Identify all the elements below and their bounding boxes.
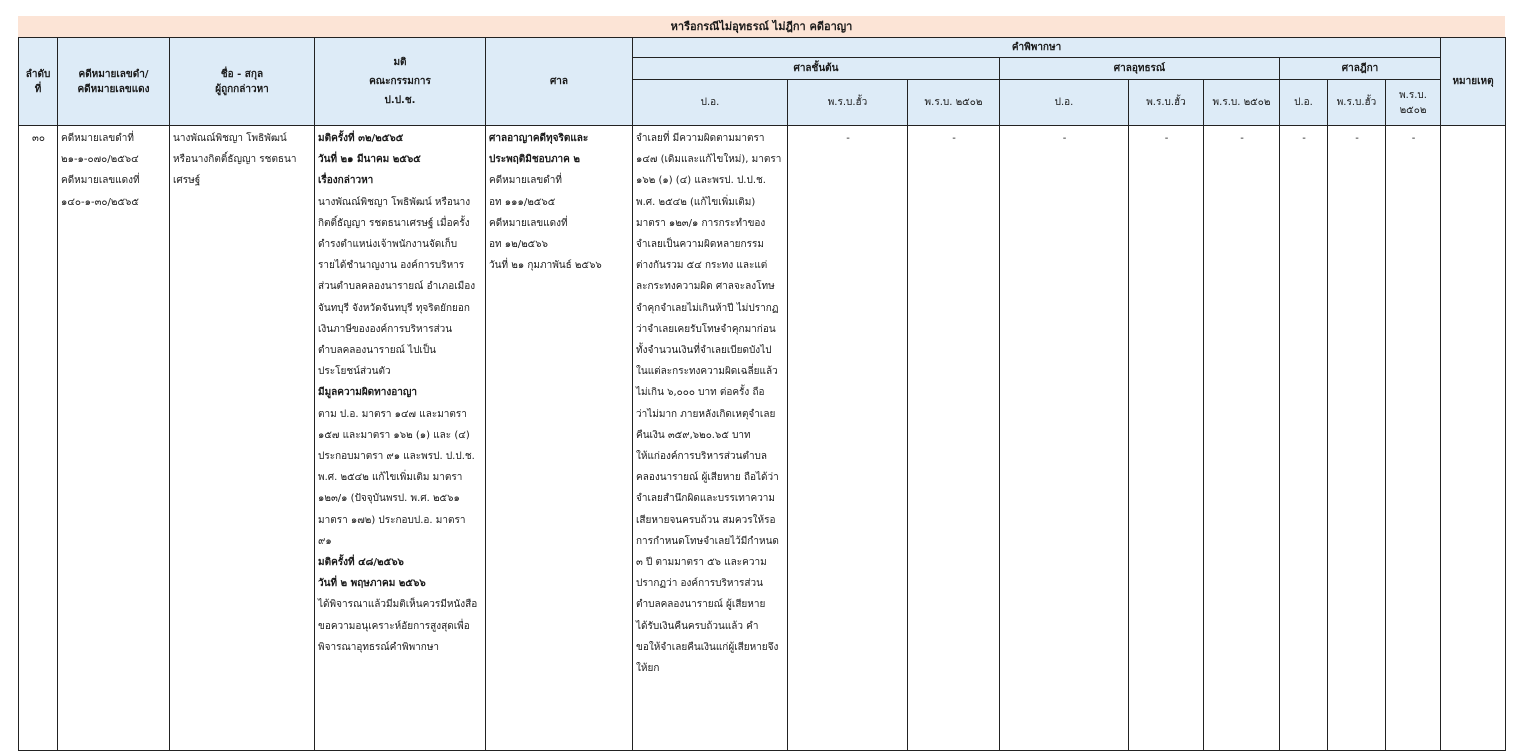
- cell-case-no: [58, 126, 170, 751]
- judgment-text-15: คืนเงิน ๓๕๙,๖๒๐.๖๕ บาท: [636, 429, 751, 441]
- resolution-text-3: ดำรงตำแหน่งเจ้าพนักงานจัดเก็บ: [318, 239, 458, 251]
- judgment-text-16: ให้แก่องค์การบริหารส่วนตำบล: [636, 451, 768, 463]
- header-resolution-line-3: ป.ป.ช.: [384, 95, 416, 106]
- judgment-text-3: ๑๖๒ (๑) (๔) และพรป. ป.ป.ช.: [636, 175, 766, 187]
- cell-appeal-2502: -: [1204, 126, 1280, 751]
- table-row: [19, 126, 1506, 751]
- header-supreme-po: ป.อ.: [1280, 80, 1328, 126]
- court-text-3: คดีหมายเลขแดงที่: [489, 217, 568, 229]
- judgment-text-7: ต่างกันรวม ๕๔ กระทง และแต่: [636, 260, 768, 272]
- cell-court: [486, 126, 633, 751]
- header-resolution-line-2: คณะกรรมการ: [369, 76, 431, 87]
- resolution-text-15: มาตรา ๑๗๒) ประกอบป.อ. มาตรา: [318, 514, 466, 526]
- header-appeal-act: พ.ร.บ.ฮั้ว: [1129, 80, 1204, 126]
- header-resolution-line-1: มติ: [393, 57, 407, 68]
- judgment-text-23: ตำบลคลองนารายณ์ ผู้เสียหาย: [636, 599, 766, 611]
- cell-supreme-act: -: [1328, 126, 1386, 751]
- court-text-2: อท ๑๑๑/๒๕๖๕: [489, 196, 556, 208]
- header-first-2502: พ.ร.บ. ๒๕๐๒: [908, 80, 1000, 126]
- resolution-text-11: ๑๕๗ และมาตรา ๑๖๒ (๑) และ (๔): [318, 429, 470, 441]
- header-order: [19, 38, 58, 126]
- name-line-3: เศรษฐ์: [173, 175, 201, 187]
- judgment-text-5: มาตรา ๑๒๓/๑ การกระทำของ: [636, 217, 766, 229]
- header-court: ศาล: [486, 38, 633, 126]
- resolution-heading-3: เรื่องกล่าวหา: [318, 175, 374, 187]
- resolution-text-16: ๙๑: [318, 535, 332, 547]
- header-name-line-2: ผู้ถูกกล่าวหา: [215, 83, 269, 95]
- header-court-first: ศาลชั้นต้น: [633, 58, 1000, 80]
- judgment-text-19: เสียหายจนครบถ้วน สมควรให้รอ: [636, 514, 776, 526]
- cell-name: [170, 126, 315, 751]
- case-no-line-4: ๑๔๐-๑-๓๐/๒๕๖๕: [61, 196, 139, 208]
- judgment-text-20: การกำหนดโทษจำเลยไว้มีกำหนด: [636, 535, 779, 547]
- header-supreme-act: พ.ร.บ.ฮั้ว: [1328, 80, 1386, 126]
- header-order-line-1: ลำดับ: [25, 68, 51, 80]
- header-judgment: คำพิพากษา: [633, 38, 1441, 58]
- resolution-text-18: ขอความอนุเคราะห์อัยการสูงสุดเพื่อ: [318, 620, 470, 632]
- resolution-text-10: ตาม ป.อ. มาตรา ๑๔๗ และมาตรา: [318, 408, 467, 420]
- judgment-text-14: ว่าไม่มาก ภายหลังเกิดเหตุจำเลย: [636, 408, 776, 420]
- case-no-line-2: ๒๑-๑-๐๗๐/๒๕๖๔: [61, 154, 139, 166]
- resolution-text-2: กิตติ์ธัญญา รชตธนาเศรษฐ์ เมื่อครั้ง: [318, 217, 470, 229]
- header-supreme-2502-line-1: พ.ร.บ.: [1399, 89, 1427, 101]
- judgment-text-6: จำเลยเป็นความผิดหลายกรรม: [636, 239, 764, 251]
- resolution-text-14: ๑๒๓/๑ (ปัจจุบันพรป. พ.ศ. ๒๕๖๑: [318, 493, 460, 505]
- header-appeal-po: ป.อ.: [1000, 80, 1129, 126]
- cell-resolution: [315, 126, 486, 751]
- court-heading-2: ประพฤติมิชอบภาค ๒: [489, 154, 580, 166]
- cell-supreme-2502: -: [1386, 126, 1441, 751]
- judgment-text-26: ให้ยก: [636, 663, 660, 675]
- resolution-text-1: นางพัณณ์พิชญา โพธิพัฒน์ หรือนาง: [318, 196, 471, 208]
- header-supreme-2502: [1386, 80, 1441, 126]
- header-first-act: พ.ร.บ.ฮั้ว: [788, 80, 908, 126]
- header-case-no: [58, 38, 170, 126]
- cell-first-2502: -: [908, 126, 1000, 751]
- resolution-heading-6: วันที่ ๒ พฤษภาคม ๒๕๖๖: [318, 578, 426, 590]
- resolution-heading-2: วันที่ ๒๑ มีนาคม ๒๕๖๕: [318, 154, 421, 166]
- judgment-text-25: ขอให้จำเลยคืนเงินแก่ผู้เสียหายจึง: [636, 641, 779, 653]
- resolution-text-17: ได้พิจารณาแล้วมีมติเห็นควรมีหนังสือ: [318, 599, 478, 611]
- resolution-heading-4: มีมูลความผิดทางอาญา: [318, 387, 418, 399]
- court-text-1: คดีหมายเลขดำที่: [489, 175, 562, 187]
- resolution-text-4: รายได้ชำนาญงาน องค์การบริหาร: [318, 260, 465, 272]
- name-line-2: หรือนางกิตติ์ธัญญา รชตธนา: [173, 154, 297, 166]
- resolution-text-9: ประโยชน์ส่วนตัว: [318, 366, 391, 378]
- header-order-line-2: ที่: [34, 83, 42, 95]
- cell-supreme-po: -: [1280, 126, 1328, 751]
- judgment-text-21: ๓ ปี ตามมาตรา ๕๖ และความ: [636, 557, 767, 569]
- court-text-5: วันที่ ๒๑ กุมภาพันธ์ ๒๕๖๖: [489, 260, 602, 272]
- case-table: [18, 37, 1506, 751]
- case-no-line-3: คดีหมายเลขแดงที่: [61, 175, 140, 187]
- name-line-1: นางพัณณ์พิชญา โพธิพัฒน์: [173, 133, 287, 144]
- judgment-text-12: ในแต่ละกระทงความผิดเฉลี่ยแล้ว: [636, 366, 778, 378]
- case-no-line-1: คดีหมายเลขดำที่: [61, 133, 134, 144]
- header-supreme-2502-line-2: ๒๕๐๒: [1399, 104, 1427, 116]
- resolution-text-5: ส่วนตำบลคลองนารายณ์ อำเภอเมือง: [318, 281, 476, 293]
- header-appeal-2502: พ.ร.บ. ๒๕๐๒: [1204, 80, 1280, 126]
- judgment-text-11: ทั้งจำนวนเงินที่จำเลยเบียดบังไป: [636, 345, 772, 357]
- header-remark: หมายเหตุ: [1441, 38, 1506, 126]
- judgment-text-18: จำเลยสำนึกผิดและบรรเทาความ: [636, 493, 776, 505]
- judgment-text-17: คลองนารายณ์ ผู้เสียหาย ถือได้ว่า: [636, 472, 779, 484]
- header-case-no-line-1: คดีหมายเลขดำ/: [78, 68, 149, 80]
- judgment-text-9: จำคุกจำเลยไม่เกินห้าปี ไม่ปรากฏ: [636, 302, 779, 314]
- court-heading-1: ศาลอาญาคดีทุจริตและ: [489, 133, 589, 144]
- resolution-text-6: จันทบุรี จังหวัดจันทบุรี ทุจริตยักยอก: [318, 302, 470, 314]
- cell-appeal-act: -: [1129, 126, 1204, 751]
- cell-judgment-first-po: [633, 126, 788, 751]
- document-title: หารือกรณีไม่อุทธรณ์ ไม่ฎีกา คดีอาญา: [18, 16, 1505, 37]
- resolution-text-7: เงินภาษีขององค์การบริหารส่วน: [318, 323, 453, 335]
- judgment-text-1: จำเลยที่ มีความผิดตามมาตรา: [636, 133, 765, 144]
- judgment-text-24: ได้รับเงินคืนครบถ้วนแล้ว คำ: [636, 620, 759, 632]
- court-text-4: อท ๑๒/๒๕๖๖: [489, 239, 548, 251]
- judgment-text-4: พ.ศ. ๒๕๔๒ (แก้ไขเพิ่มเติม): [636, 196, 756, 208]
- cell-order: ๓๐: [19, 126, 58, 751]
- judgment-text-13: ไม่เกิน ๖,๐๐๐ บาท ต่อครั้ง ถือ: [636, 387, 765, 399]
- resolution-text-19: พิจารณาอุทธรณ์คำพิพากษา: [318, 641, 440, 653]
- judgment-text-10: ว่าจำเลยเคยรับโทษจำคุกมาก่อน: [636, 323, 776, 335]
- header-case-no-line-2: คดีหมายเลขแดง: [77, 83, 150, 95]
- cell-remark: [1441, 126, 1506, 751]
- cell-first-act: -: [788, 126, 908, 751]
- header-name: [170, 38, 315, 126]
- header-resolution: [315, 38, 486, 126]
- resolution-text-8: ตำบลคลองนารายณ์ ไปเป็น: [318, 345, 437, 357]
- judgment-text-8: ละกระทงความผิด ศาลจะลงโทษ: [636, 281, 775, 293]
- resolution-heading-1: มติครั้งที่ ๓๒/๒๕๖๕: [318, 133, 404, 144]
- header-first-po: ป.อ.: [633, 80, 788, 126]
- judgment-text-22: ปรากฏว่า องค์การบริหารส่วน: [636, 578, 763, 590]
- resolution-text-13: พ.ศ. ๒๕๔๒ แก้ไขเพิ่มเติม มาตรา: [318, 472, 463, 484]
- resolution-heading-5: มติครั้งที่ ๔๘/๒๕๖๖: [318, 557, 404, 569]
- header-name-line-1: ชื่อ - สกุล: [220, 68, 264, 80]
- cell-appeal-po: -: [1000, 126, 1129, 751]
- resolution-text-12: ประกอบมาตรา ๙๑ และพรป. ป.ป.ช.: [318, 451, 475, 463]
- judgment-text-2: ๑๔๗ (เดิมและแก้ไขใหม่), มาตรา: [636, 154, 782, 166]
- header-court-supreme: ศาลฎีกา: [1280, 58, 1441, 80]
- header-court-appeal: ศาลอุทธรณ์: [1000, 58, 1280, 80]
